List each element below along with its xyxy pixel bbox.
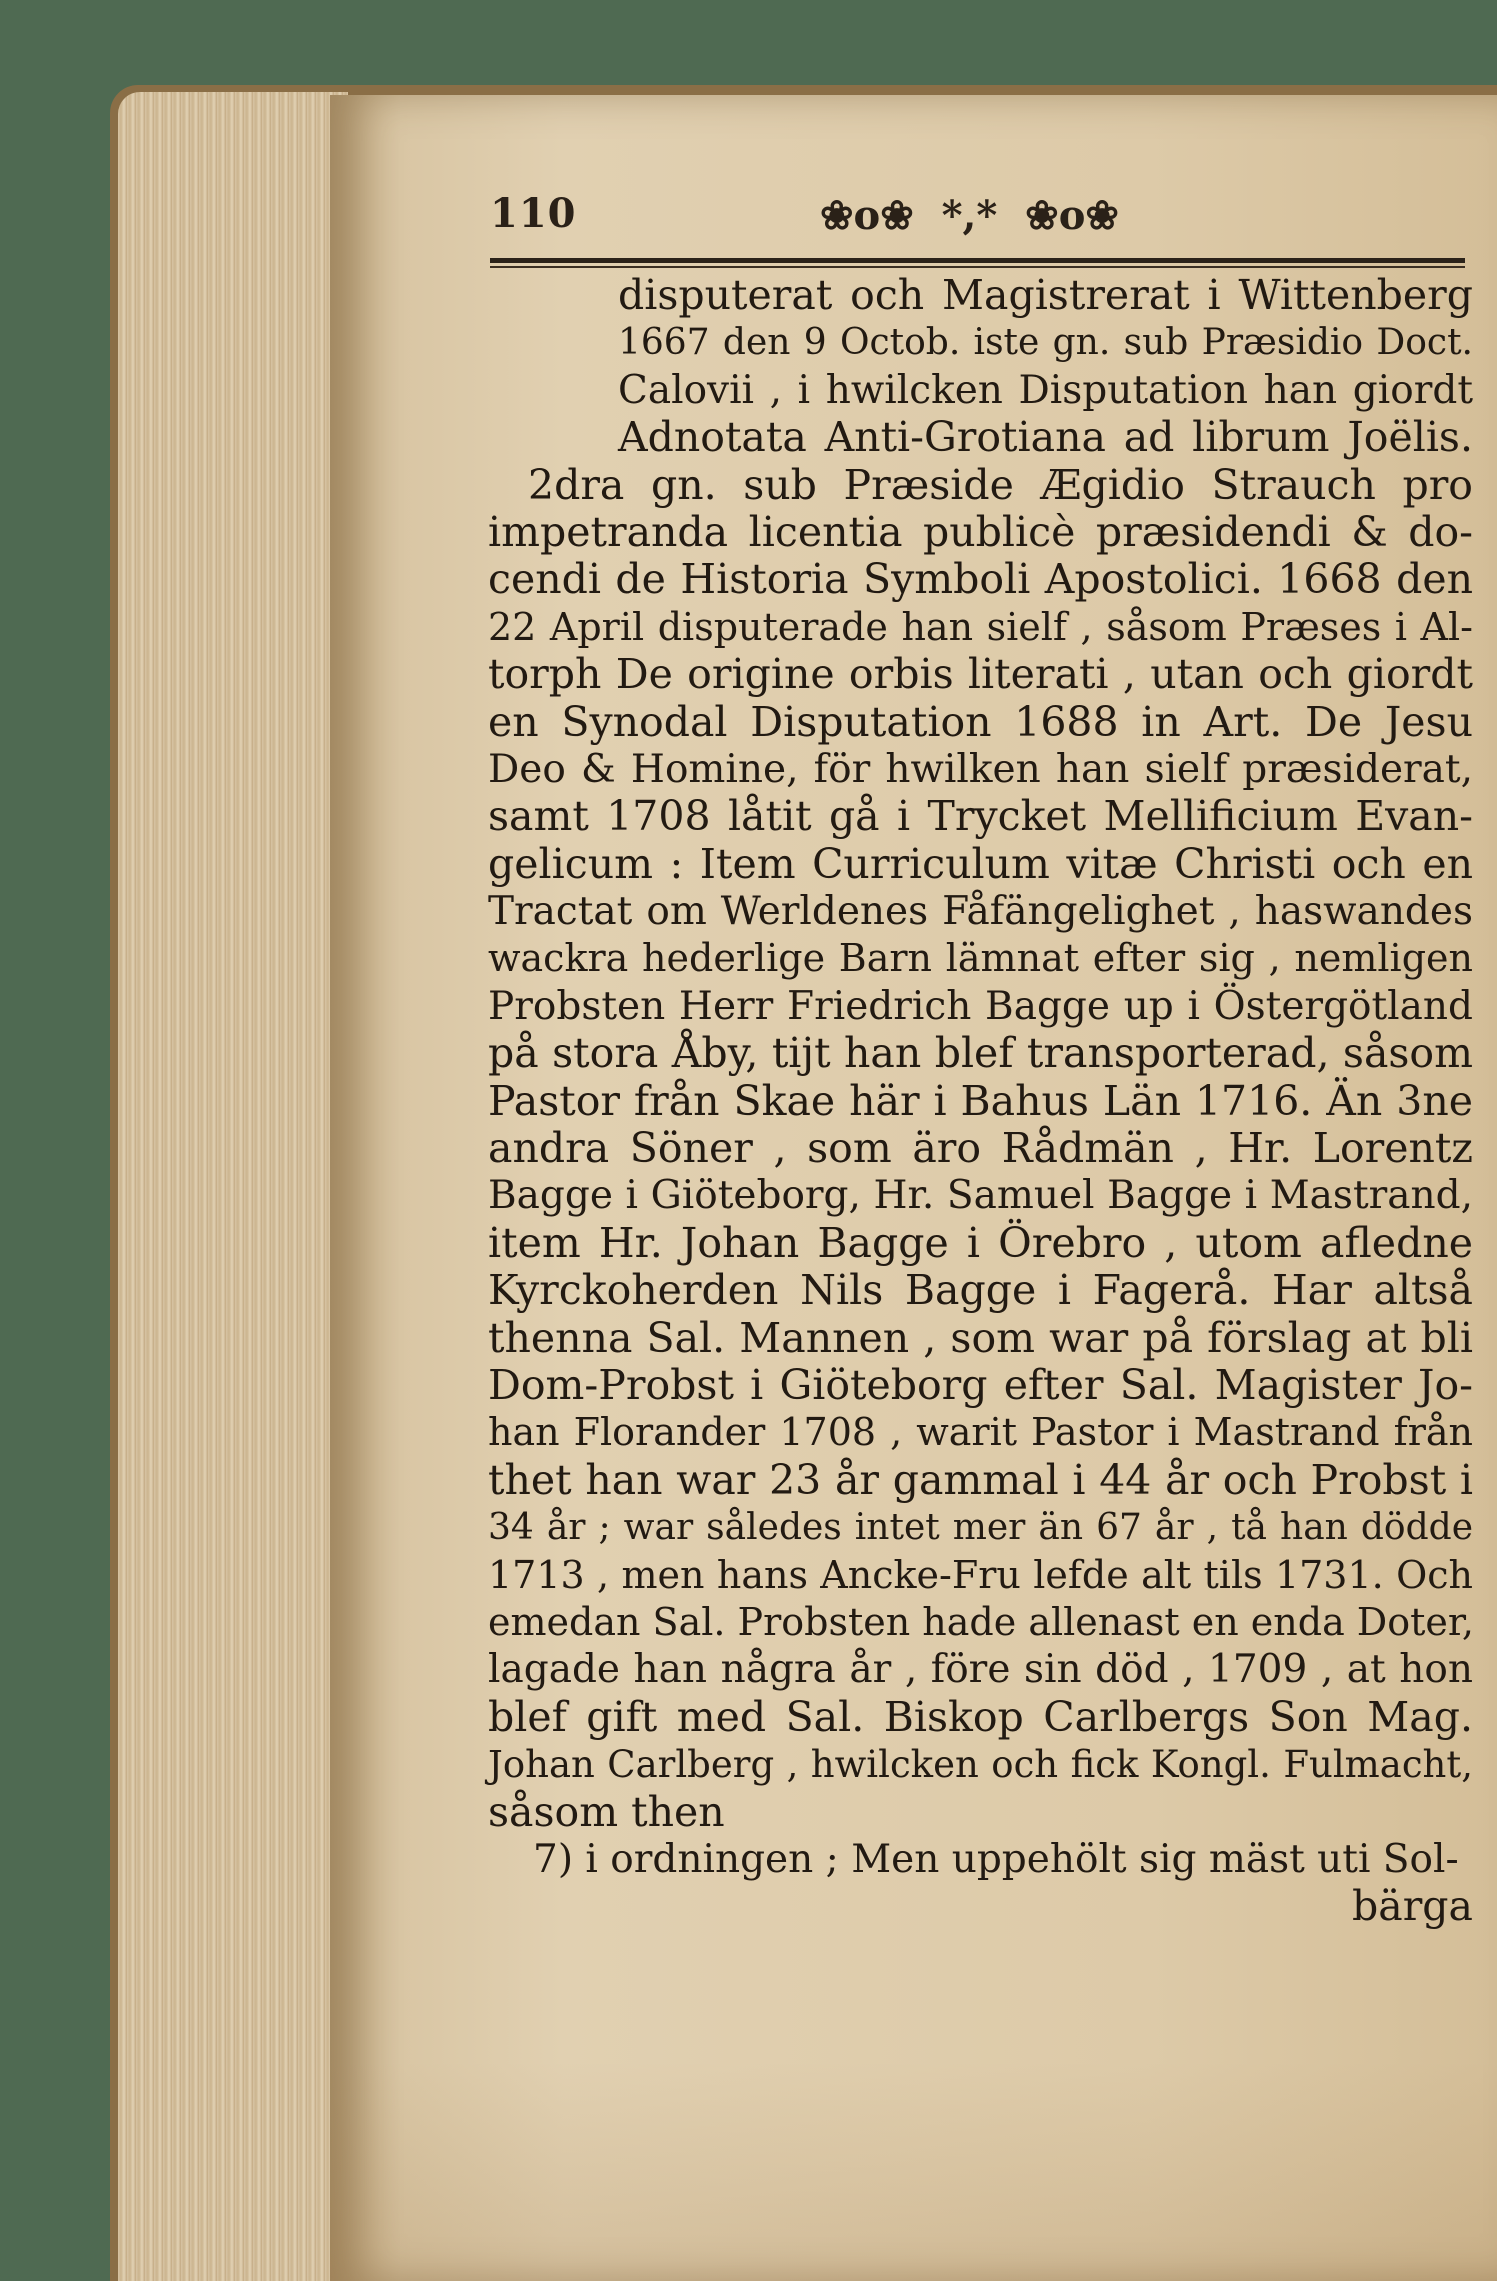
text-line: Probsten Herr Friedrich Bagge up i Östergötland <box>488 983 1473 1029</box>
text-line: Calovii , i hwilcken Disputation han giordt <box>618 367 1473 413</box>
page-stain <box>330 2061 1497 2281</box>
catchword-line <box>488 1883 1473 1930</box>
text-line: såsom then <box>488 1787 725 1836</box>
text-line: Dom-Probst i Giöteborg efter Sal. Magister Jo- <box>488 1360 1473 1409</box>
text-line: blef gift med Sal. Biskop Carlbergs Son Mag. <box>488 1692 1473 1741</box>
text-line: 1713 , men hans Ancke-Fru lefde alt tils 1731. Och <box>488 1552 1473 1597</box>
text-line: 34 år ; war således intet mer än 67 år , tå han dödde <box>488 1507 1473 1549</box>
text-line: samt 1708 låtit gå i Trycket Mellificium Evan- <box>488 792 1473 841</box>
page-edges <box>118 92 348 2281</box>
text-line: Adnotata Anti-Grotiana ad librum Joëlis. <box>618 413 1473 462</box>
header-rule-thin <box>490 266 1465 268</box>
text-line: han Florander 1708 , warit Pastor i Mastrand från <box>488 1410 1473 1455</box>
text-line: item Hr. Johan Bagge i Örebro , utom afledne <box>488 1218 1473 1267</box>
text-line: Bagge i Giöteborg, Hr. Samuel Bagge i Mastrand, <box>488 1173 1473 1219</box>
text-line: Tractat om Werldenes Fåfängelighet , haswandes <box>488 889 1473 935</box>
text-line: lagade han några år , före sin död , 1709 , at hon <box>488 1647 1473 1693</box>
text-line: en Synodal Disputation 1688 in Art. De Jesu <box>488 697 1473 746</box>
text-line: Kyrckoherden Nils Bagge i Fagerå. Har altså <box>488 1266 1473 1315</box>
footnote-line: 7) i ordningen ; Men uppehölt sig mäst uti Sol- <box>533 1836 1459 1882</box>
text-line: disputerat och Magistrerat i Wittenberg <box>618 271 1473 319</box>
text-line: 22 April disputerade han sielf , såsom Præses i Al- <box>488 604 1473 649</box>
page-header <box>490 188 1460 254</box>
text-line: thet han war 23 år gammal i 44 år och Probst i <box>488 1455 1473 1504</box>
text-line: 1667 den 9 Octob. iste gn. sub Præsidio Doct. <box>618 322 1473 364</box>
text-line: impetranda licentia publicè præsidendi & do- <box>488 507 1473 556</box>
page-number: 110 <box>490 190 577 237</box>
text-line: thenna Sal. Mannen , som war på förslag at bli <box>488 1313 1473 1362</box>
catchword: bärga <box>1352 1882 1473 1931</box>
text-line: gelicum : Item Curriculum vitæ Christi och en <box>488 839 1473 888</box>
text-line: Pastor från Skae här i Bahus Län 1716. Än 3ne <box>488 1076 1473 1125</box>
text-line: cendi de Historia Symboli Apostolici. 1668 den <box>488 555 1473 604</box>
text-line: Deo & Homine, för hwilken han sielf præsiderat, <box>488 746 1473 792</box>
text-line: andra Söner , som äro Rådmän , Hr. Lorentz <box>488 1124 1473 1173</box>
text-line: wackra hederlige Barn lämnat efter sig , nemligen <box>488 936 1473 981</box>
text-line: torph De origine orbis literati , utan och giordt <box>488 650 1473 699</box>
text-line: på stora Åby, tijt han blef transporterad, såsom <box>488 1029 1473 1078</box>
body-text <box>488 272 1473 1931</box>
text-line: Johan Carlberg , hwilcken och fick Kongl. Fulmacht, <box>488 1743 1473 1787</box>
header-rule <box>490 258 1465 263</box>
text-line: emedan Sal. Probsten hade allenast en enda Doter, <box>488 1599 1474 1644</box>
text-line: 2dra gn. sub Præside Ægidio Strauch pro <box>528 460 1473 509</box>
header-ornament: ❀o❀ *,* ❀o❀ <box>820 192 1119 239</box>
